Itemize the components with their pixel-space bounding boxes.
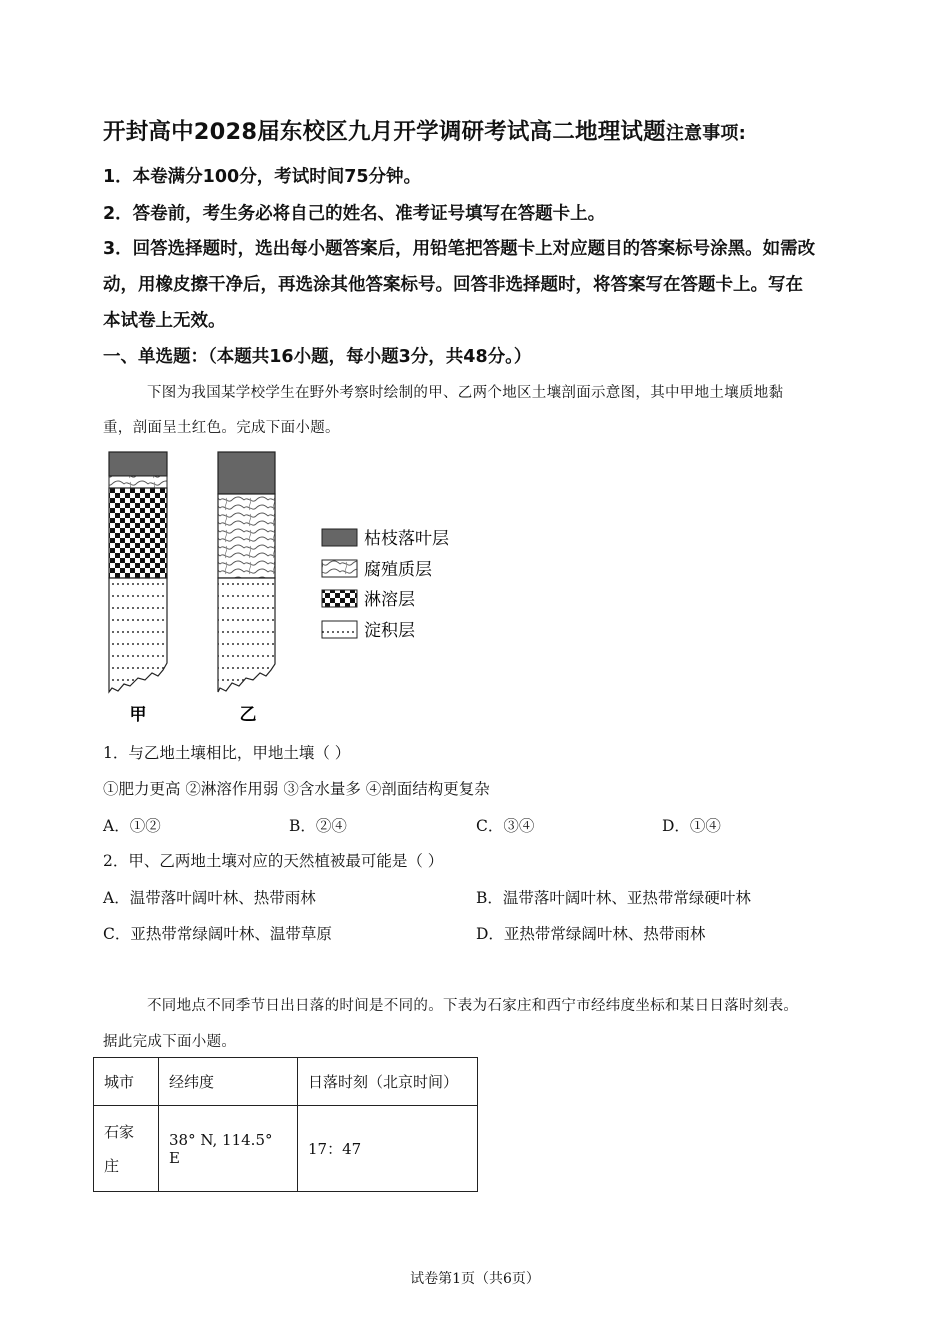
legend-swatch-humus — [322, 560, 357, 577]
legend-litter: 枯枝落叶层 — [364, 529, 449, 549]
q1-option-a[interactable]: A．①② — [103, 817, 161, 835]
cell-city-line-2: 庄 — [104, 1156, 120, 1175]
soil-column-yi — [218, 452, 275, 692]
page-title — [103, 114, 923, 146]
legend-deposit: 淀积层 — [364, 621, 415, 641]
cell-coord: 38° N, 114.5° E — [159, 1106, 298, 1192]
q2-stem: 2．甲、乙两地土壤对应的天然植被最可能是（ ） — [103, 852, 444, 870]
table-intro-line-2: 据此完成下面小题。 — [103, 1034, 237, 1050]
deposit-layer-yi — [218, 578, 275, 692]
deposit-layer-jia — [109, 578, 167, 692]
header-time: 日落时刻（北京时间） — [298, 1058, 478, 1106]
label-yi: 乙 — [239, 705, 257, 725]
q1-items: ①肥力更高 ②淋溶作用弱 ③含水量多 ④剖面结构更复杂 — [103, 780, 490, 798]
note-3-line-3: 本试卷上无效。 — [103, 311, 226, 331]
sunset-table — [93, 1057, 478, 1192]
q2-option-a[interactable]: A．温带落叶阔叶林、热带雨林 — [103, 889, 316, 907]
leaching-layer-jia — [109, 488, 167, 578]
header-coord: 经纬度 — [159, 1058, 298, 1106]
humus-layer-jia — [109, 476, 167, 488]
table-intro-line-1: 不同地点不同季节日出日落的时间是不同的。下表为石家庄和西宁市经纬度坐标和某日日落时刻表。 — [147, 998, 799, 1014]
table-row — [94, 1106, 478, 1192]
page-footer: 试卷第1页（共6页） — [410, 1271, 540, 1287]
section-heading: 一、单选题：（本题共16小题，每小题3分，共48分。） — [103, 347, 532, 367]
legend-swatch-deposit — [322, 621, 357, 638]
q1-stem: 1．与乙地土壤相比，甲地土壤（ ） — [103, 744, 351, 762]
q1-option-b[interactable]: B．②④ — [289, 817, 347, 835]
soil-profile-figure — [100, 448, 500, 733]
cell-time: 17：47 — [298, 1106, 478, 1192]
litter-layer-jia — [109, 452, 167, 476]
humus-layer-yi — [218, 494, 275, 578]
litter-layer-yi — [218, 452, 275, 494]
cell-city-line-1: 石家 — [104, 1122, 135, 1141]
note-1: 1．本卷满分100分，考试时间75分钟。 — [103, 167, 422, 187]
note-3-line-2: 动，用橡皮擦干净后，再选涂其他答案标号。回答非选择题时，将答案写在答题卡上。写在 — [103, 275, 803, 295]
note-3-line-1: 3．回答选择题时，选出每小题答案后，用铅笔把答题卡上对应题目的答案标号涂黑。如需改 — [103, 239, 816, 259]
cell-city — [94, 1106, 159, 1192]
legend-swatch-litter — [322, 529, 357, 546]
intro-line-1: 下图为我国某学校学生在野外考察时绘制的甲、乙两个地区土壤剖面示意图，其中甲地土壤质地黏 — [147, 385, 784, 401]
q2-option-b[interactable]: B．温带落叶阔叶林、亚热带常绿硬叶林 — [476, 889, 751, 907]
q2-option-d[interactable]: D．亚热带常绿阔叶林、热带雨林 — [476, 925, 706, 943]
table-header-row — [94, 1058, 478, 1106]
q2-option-c[interactable]: C．亚热带常绿阔叶林、温带草原 — [103, 925, 332, 943]
notice-label: 注意事项: — [665, 123, 747, 144]
exam-title: 开封高中2028届东校区九月开学调研考试高二地理试题 — [103, 119, 666, 145]
q1-option-d[interactable]: D．①④ — [662, 817, 721, 835]
legend-humus: 腐殖质层 — [364, 560, 432, 580]
figure-legend — [322, 529, 449, 641]
label-jia: 甲 — [129, 705, 147, 725]
legend-swatch-leaching — [322, 590, 357, 607]
soil-column-jia — [109, 452, 167, 692]
q1-option-c[interactable]: C．③④ — [476, 817, 535, 835]
note-2: 2．答卷前，考生务必将自己的姓名、准考证号填写在答题卡上。 — [103, 204, 606, 224]
header-city: 城市 — [94, 1058, 159, 1106]
legend-leaching: 淋溶层 — [364, 590, 415, 610]
intro-line-2: 重，剖面呈土红色。完成下面小题。 — [103, 420, 340, 436]
